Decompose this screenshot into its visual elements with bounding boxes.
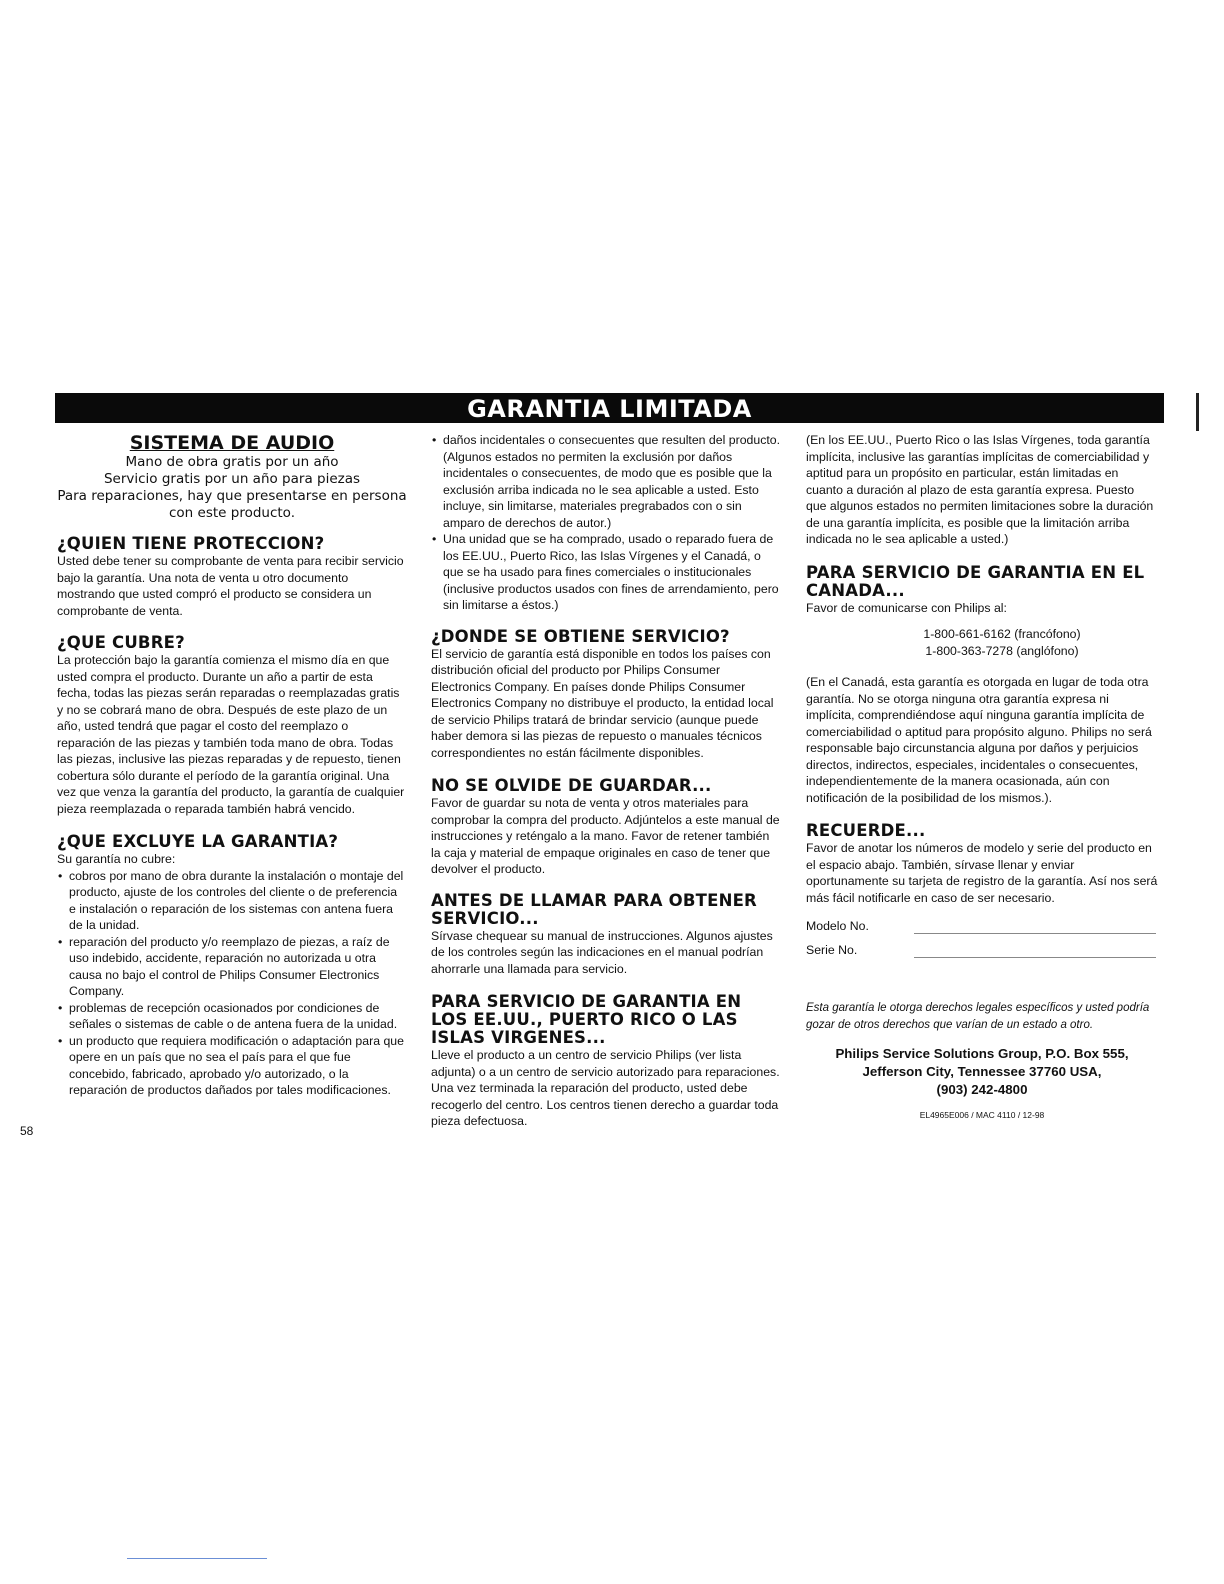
- system-line: Para reparaciones, hay que presentarse en persona: [57, 488, 407, 504]
- record-fields: [806, 910, 1158, 958]
- who-heading: ¿QUIEN TIENE PROTECCION?: [57, 534, 325, 553]
- serial-field-row: [806, 934, 1158, 958]
- model-label: Modelo No.: [806, 918, 869, 933]
- address-line: Jefferson City, Tennessee 37760 USA,: [862, 1064, 1102, 1079]
- excludes-heading: ¿QUE EXCLUYE LA GARANTIA?: [57, 832, 339, 851]
- us-service-heading: PARA SERVICIO DE GARANTIA EN LOS EE.UU., PUERTO RICO O LAS ISLAS VIRGENES...: [431, 992, 742, 1047]
- excludes-list-continued: [431, 432, 781, 614]
- system-line: con este producto.: [169, 505, 295, 521]
- title-banner: [55, 393, 1164, 423]
- serial-field[interactable]: [914, 943, 1156, 958]
- where-heading: ¿DONDE SE OBTIENE SERVICIO?: [431, 626, 730, 646]
- model-field[interactable]: [914, 919, 1156, 934]
- column-2: [431, 432, 781, 1130]
- remember-heading: RECUERDE...: [806, 821, 926, 840]
- canada-note: (En el Canadá, esta garantía es otorgada en lugar de toda otra garantía. No se otorga ninguna otra garantía expresa ni implícita, comprendiéndose aquí ninguna garantía implícita de comerciabilidad o aptitud para propósito alguno. Philips no será responsable bajo circunstancia alguna por daños y perjuicios directos, indirectos, especiales, incidentales o consecuentes, independientemente de la manera ocasionada, aún con notificación de la posibilidad de los mismos.).: [806, 675, 1152, 805]
- system-block: [57, 432, 407, 522]
- model-field-row: [806, 910, 1158, 934]
- list-item: • daños incidentales o consecuentes que resulten del producto. (Algunos estados no permiten la exclusión por daños incidentales o consecuentes, de modo que es posible que la exclusión arriba indicada no le sea aplicable a usted. Esto incluye, sin limitarse, materiales pregrabados con o sin amparo de derechos de autor.): [431, 432, 781, 531]
- canada-heading: PARA SERVICIO DE GARANTIA EN EL CANADA...: [806, 562, 1145, 600]
- legal-rights-note: Esta garantía le otorga derechos legales específicos y usted podría gozar de otros derechos que varían de un estado a otro.: [806, 1002, 1150, 1031]
- excludes-intro: Su garantía no cubre:: [57, 852, 176, 866]
- us-service-body: Lleve el producto a un centro de servicio Philips (ver lista adjunta) o a un centro de servicio autorizado para reparaciones. Una vez terminada la reparación del producto, usted debe recogerlo del centro. Los centros tienen derecho a guardar toda pieza defectuosa.: [431, 1048, 780, 1128]
- system-line: Mano de obra gratis por un año: [125, 454, 339, 470]
- before-body: Sírvase chequear su manual de instrucciones. Algunos ajustes de los controles según las indicaciones en el manual podrían ahorrarle una llamada para servicio.: [431, 928, 773, 976]
- column-1: [57, 432, 407, 1099]
- excludes-list: [57, 868, 407, 1099]
- save-heading: NO SE OLVIDE DE GUARDAR...: [431, 776, 712, 795]
- list-item: • cobros por mano de obra durante la instalación o montaje del producto, ajuste de los controles del cliente o de preferencia e instalación o reparación de los sistemas con antena fuera de la unidad.: [57, 868, 407, 934]
- serial-label: Serie No.: [806, 942, 858, 957]
- phone-list: [806, 626, 1158, 659]
- page-number: 58: [20, 1124, 34, 1138]
- footer-line: [127, 1558, 267, 1559]
- who-body: Usted debe tener su comprobante de venta para recibir servicio bajo la garantía. Una nota de venta u otro documento mostrando que usted compró el producto se considera un comprobante de venta.: [57, 554, 404, 618]
- edge-mark: [1196, 393, 1199, 431]
- address-line: Philips Service Solutions Group, P.O. Box 555,: [835, 1046, 1129, 1061]
- system-line: Servicio gratis por un año para piezas: [103, 471, 361, 487]
- list-item: • reparación del producto y/o reemplazo de piezas, a raíz de uso indebido, accidente, reparación no autorizada u otra causa no bajo el control de Philips Consumer Electronics Company.: [57, 934, 407, 1000]
- document-code: EL4965E006 / MAC 4110 / 12-98: [919, 1110, 1045, 1120]
- column-3: [806, 432, 1158, 1124]
- canada-body: Favor de comunicarse con Philips al:: [806, 600, 1007, 615]
- where-body: El servicio de garantía está disponible en todos los países con distribución oficial del producto por Philips Consumer Electronics Company. En países donde Philips Consumer Electronics Company no distribuye el producto, la entidad local de servicio Philips tratará de brindar servicio (aunque puede haber demora si las piezas de repuesto o manuales técnicos correspondientes no están fácilmente disponibles.: [431, 646, 774, 760]
- service-address: [806, 1045, 1158, 1099]
- covers-heading: ¿QUE CUBRE?: [57, 633, 185, 652]
- list-item: • Una unidad que se ha comprado, usado o reparado fuera de los EE.UU., Puerto Rico, las Islas Vírgenes y el Canadá, o que se ha usado para fines comerciales o institucionales (inclusive productos usados con fines de arrendamiento, pero sin limitarse a éstos.): [431, 531, 781, 614]
- before-heading: ANTES DE LLAMAR PARA OBTENER SERVICIO...: [431, 890, 757, 928]
- system-title: SISTEMA DE AUDIO: [129, 432, 335, 454]
- address-line: (903) 242-4800: [936, 1082, 1028, 1097]
- save-body: Favor de guardar su nota de venta y otros materiales para comprobar la compra del producto. Adjúntelos a este manual de instrucciones y reténgalo a la mano. Favor de retener también la caja y material de empaque originales en caso de tener que devolver el producto.: [431, 796, 780, 876]
- remember-body: Favor de anotar los números de modelo y serie del producto en el espacio abajo. También, sírvase llenar y enviar oportunamente su tarjeta de registro de la garantía. Así nos será más fácil notificarle en caso de ser necesario.: [806, 841, 1158, 905]
- covers-body: La protección bajo la garantía comienza el mismo día en que usted compra el producto. Durante un año a partir de esta fecha, todas las piezas serán reparadas o reemplazadas gratis y no se cobrará mano de obra. Después de este plazo de un año, usted tendrá que pagar el costo del reemplazo o reparación de las piezas y también toda mano de obra. Todas las piezas, inclusive las piezas reparadas y de repuesto, tienen cobertura sólo durante el período de la garantía original. Una vez que venza la garantía del producto, la garantía de cualquier pieza reemplazada o reparada también habrá vencido.: [57, 653, 405, 816]
- implied-warranty-note: (En los EE.UU., Puerto Rico o las Islas Vírgenes, toda garantía implícita, inclusive las garantías implícitas de comerciabilidad y aptitud para un propósito en particular, están limitadas en cuanto a duración al plazo de esta garantía expresa. Puesto que algunos estados no permiten limitaciones sobre la duración de una garantía implícita, es posible que la limitación arriba indicada no le sea aplicable a usted.): [806, 433, 1154, 546]
- phone-number: 1-800-661-6162 (francófono): [923, 627, 1081, 641]
- list-item: • un producto que requiera modificación o adaptación para que opere en un país que no sea el país para el que fue concebido, fabricado, aprobado y/o autorizado, o la reparación de productos dañados por tales modificaciones.: [57, 1033, 407, 1099]
- list-item: • problemas de recepción ocasionados por condiciones de señales o sistemas de cable o de antena fuera de la unidad.: [57, 1000, 407, 1033]
- phone-number: 1-800-363-7278 (anglófono): [925, 643, 1079, 658]
- banner-title: GARANTIA LIMITADA: [467, 395, 752, 423]
